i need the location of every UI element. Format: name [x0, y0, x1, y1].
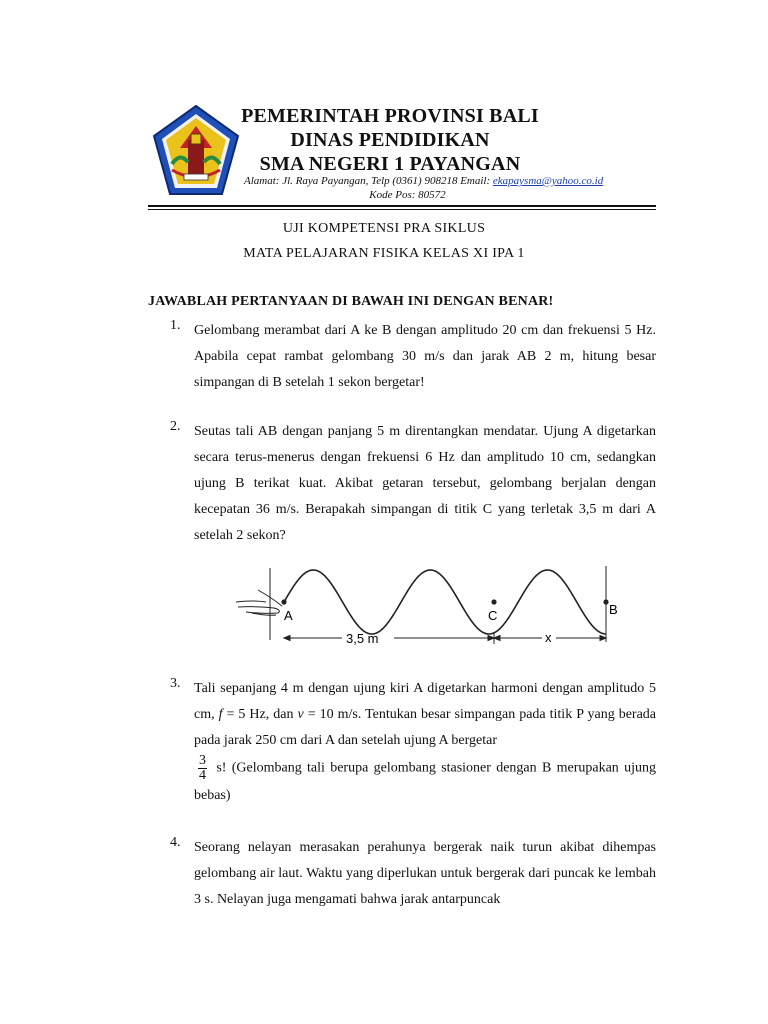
point-b: [603, 599, 608, 604]
label-a: A: [284, 608, 293, 623]
fraction-denominator: 4: [199, 768, 206, 783]
question-2: [170, 419, 656, 549]
fraction-three-quarters: [198, 754, 207, 783]
question-text: Seorang nelayan merasakan perahunya bergerak naik turun akibat dihempas gelombang air laut. Waktu yang diperlukan untuk bergerak dari puncak ke lembah 3 s. Nelayan juga mengamati bahwa jarak antarpuncak: [194, 840, 656, 907]
bali-emblem-logo: [150, 104, 242, 200]
distance-ac-label: 3,5 m: [346, 631, 379, 646]
q3-f-value: = 5 Hz, dan: [222, 707, 298, 722]
fraction-numerator: 3: [199, 753, 206, 768]
header-divider-thin: [148, 209, 656, 210]
letterhead-government: PEMERINTAH PROVINSI BALI: [241, 105, 539, 127]
postal-code: Kode Pos: 80572: [369, 189, 446, 201]
question-text: Seutas tali AB dengan panjang 5 m direntangkan mendatar. Ujung A digetarkan secara terus-menerus dengan frekuensi 6 Hz dan amplitudo 10 cm, sedangkan ujung B terikat kuat. Akibat getaran tersebut, gelombang berjalan dengan kecepatan 36 m/s. Berapakah simpangan di titik C yang terletak 3,5 m dari A setelah 2 sekon?: [194, 424, 656, 543]
question-number: 3.: [170, 676, 181, 691]
question-number: 4.: [170, 835, 181, 850]
school-address: [244, 175, 603, 188]
question-1: [170, 318, 656, 396]
question-3: [170, 676, 656, 809]
letterhead-department: DINAS PENDIDIKAN: [290, 129, 490, 151]
email-link[interactable]: ekapaysma@yahoo.co.id: [492, 175, 604, 187]
q3-symbol-f: f: [218, 707, 223, 722]
label-c: C: [488, 608, 498, 623]
wave-figure: [232, 560, 632, 656]
wave-curve: [284, 570, 606, 634]
dimension-ac: [284, 632, 494, 644]
exam-title: UJI KOMPETENSI PRA SIKLUS: [282, 221, 486, 236]
address-text: Alamat: Jl. Raya Payangan, Telp (0361) 908218 Email:: [244, 175, 491, 187]
point-a: [281, 599, 286, 604]
label-b: B: [609, 602, 618, 617]
distance-x-label: x: [545, 630, 552, 645]
question-4: [170, 835, 656, 913]
letterhead-school: SMA NEGERI 1 PAYANGAN: [259, 153, 521, 175]
question-text: [194, 676, 656, 809]
q3-v-value: = 10 m/s. Tentukan besar simpangan pada titik P yang berada pada jarak 250 cm dari A dan setelah ujung A bergetar: [194, 707, 656, 748]
question-number: 2.: [170, 419, 181, 434]
q3-text-b: s! (Gelombang tali berupa gelombang stasioner dengan B merupakan ujung bebas): [194, 760, 656, 803]
letterhead: [240, 104, 540, 176]
instruction: JAWABLAH PERTANYAAN DI BAWAH INI DENGAN BENAR!: [148, 294, 554, 309]
question-number: 1.: [170, 318, 181, 333]
q3-symbol-v: v: [297, 707, 304, 722]
question-text: Gelombang merambat dari A ke B dengan amplitudo 20 cm dan frekuensi 5 Hz. Apabila cepat rambat gelombang 30 m/s dan jarak AB 2 m, hitung besar simpangan di B setelah 1 sekon bergetar!: [194, 323, 656, 390]
hand-drawing: [236, 590, 282, 615]
exam-subject: MATA PELAJARAN FISIKA KELAS XI IPA 1: [243, 246, 525, 261]
point-c: [491, 599, 496, 604]
header-divider: [148, 205, 656, 207]
q3-text-a: Tali sepanjang 4 m dengan ujung kiri A digetarkan harmoni dengan amplitudo 5 cm,: [194, 681, 656, 722]
